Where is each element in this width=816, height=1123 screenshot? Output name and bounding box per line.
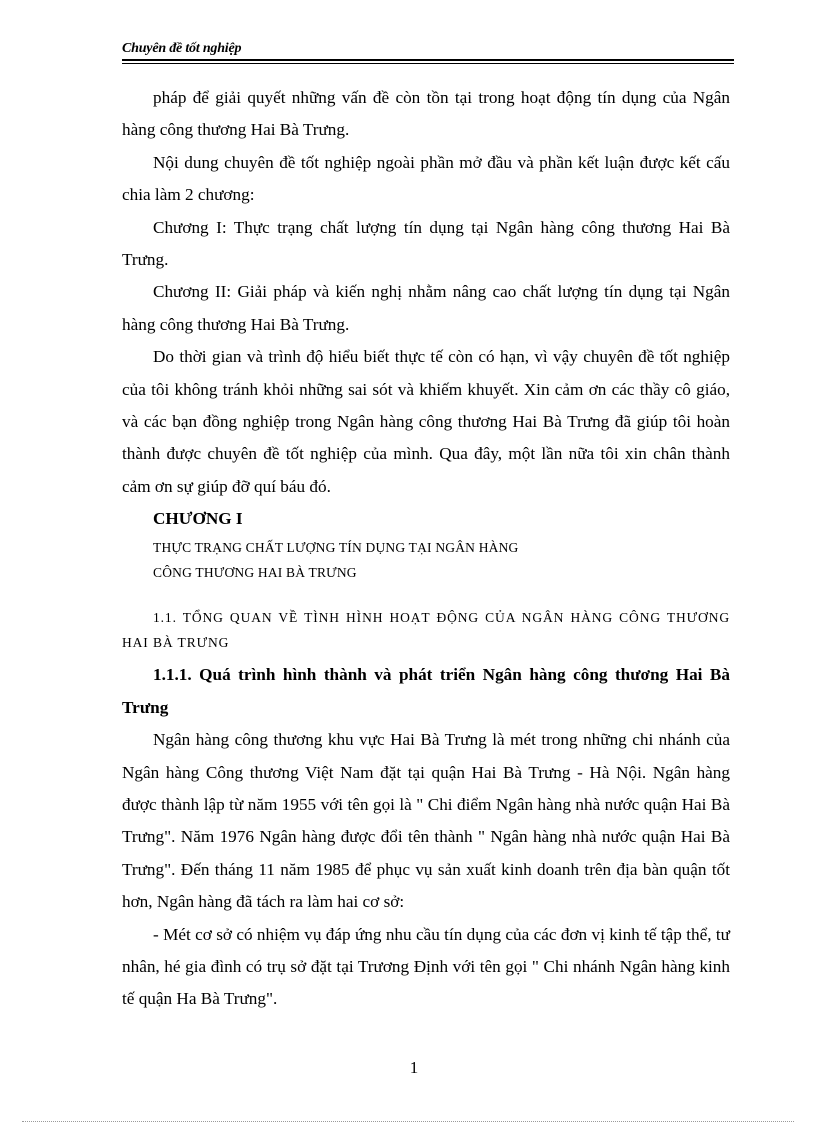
document-body [122, 82, 730, 1016]
header-rule-thick [122, 59, 734, 61]
page-number: 1 [409, 1058, 419, 1077]
section-heading: 1.1. TỔNG QUAN VỀ TÌNH HÌNH HOẠT ĐỘNG CỦA NGÂN HÀNG CÔNG THƯƠNG HAI BÀ TRƯNG [122, 610, 730, 651]
chapter-subtitle-line2: CÔNG THƯƠNG HAI BÀ TRƯNG [153, 565, 357, 581]
header-title: Chuyên đề tốt nghiệp [122, 41, 242, 56]
chapter-heading-block [122, 503, 730, 585]
page-header [122, 40, 734, 64]
body-paragraph: Chương II: Giải pháp và kiến nghị nhằm nâng cao chất lượng tín dụng tại Ngân hàng công thương Hai Bà Trưng. [122, 282, 730, 334]
chapter-title: CHƯƠNG I [153, 509, 243, 529]
body-paragraph: Nội dung chuyên đề tốt nghiệp ngoài phần mở đầu và phần kết luận được kết cấu chia làm 2 chương: [122, 152, 730, 205]
body-paragraph: - Mét cơ sở có nhiệm vụ đáp ứng nhu cầu tín dụng của các đơn vị kinh tế tập thể, tư nhân, hé gia đình có trụ sở đặt tại Trương Định với tên gọi " Chi nhánh Ngân hàng kinh tế quận Ha Bà Trưng". [122, 924, 730, 1009]
body-paragraph: Do thời gian và trình độ hiểu biết thực tế còn có hạn, vì vậy chuyên đề tốt nghiệp của tôi không tránh khỏi những sai sót và khiếm khuyết. Xin cảm ơn các thầy cô giáo, và các bạn đồng nghiệp trong Ngân hàng công thương Hai Bà Trưng đã giúp tôi hoàn thành được chuyên đề tốt nghiệp của mình. Qua đây, một lần nữa tôi xin chân thành cảm ơn sự giúp đỡ quí báu đó. [122, 347, 730, 496]
body-paragraph: pháp để giải quyết những vấn đề còn tồn tại trong hoạt động tín dụng của Ngân hàng công thương Hai Bà Trưng. [122, 88, 730, 140]
page-bottom-border [22, 1121, 794, 1122]
header-rule-thin [122, 63, 734, 64]
chapter-subtitle-line1: THỰC TRẠNG CHẤT LƯỢNG TÍN DỤNG TẠI NGÂN HÀNG [153, 540, 519, 556]
body-paragraph: Chương I: Thực trạng chất lượng tín dụng tại Ngân hàng công thương Hai Bà Trưng. [122, 217, 730, 270]
body-paragraph: Ngân hàng công thương khu vực Hai Bà Trưng là mét trong những chi nhánh của Ngân hàng Công thương Việt Nam đặt tại quận Hai Bà Trưng - Hà Nội. Ngân hàng được thành lập từ năm 1955 với tên gọi là " Chi điểm Ngân hàng nhà nước quận Hai Bà Trưng". Năm 1976 Ngân hàng được đổi tên thành " Ngân hàng nhà nước quận Hai Bà Trưng". Đến tháng 11 năm 1985 để phục vụ sản xuất kinh doanh trên địa bàn quận tốt hơn, Ngân hàng đã tách ra làm hai cơ sở: [122, 730, 730, 912]
subsection-heading: 1.1.1. Quá trình hình thành và phát triển Ngân hàng công thương Hai Bà Trưng [122, 665, 730, 717]
